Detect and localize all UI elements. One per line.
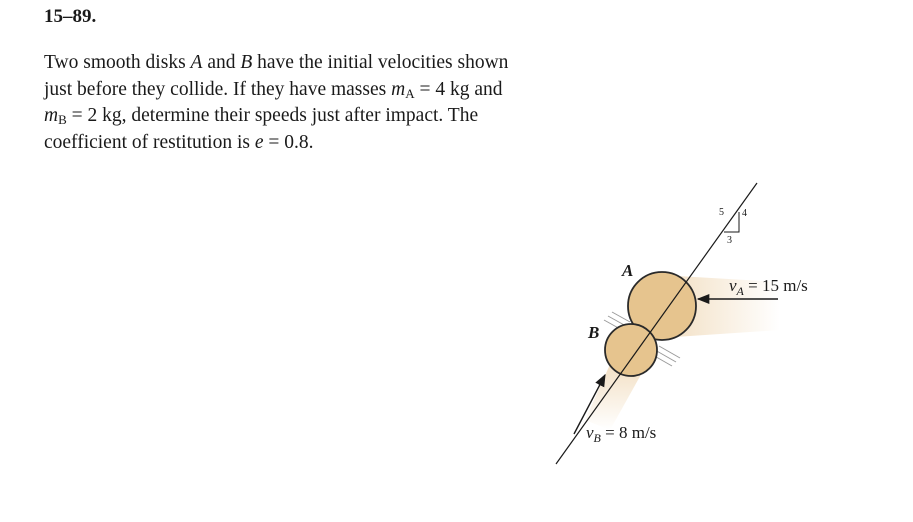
velocity-a-subscript: A: [736, 284, 744, 298]
text-run: and: [202, 52, 241, 73]
text-run: coefficient of restitution is: [44, 131, 255, 153]
mass-b-symbol: m: [44, 105, 59, 126]
slope-hyp-label: 5: [719, 207, 724, 218]
slope-adj-label: 3: [727, 235, 732, 246]
text-run: = 2 kg, determine their speeds just after impact. The: [66, 105, 479, 126]
velocity-b-label: [586, 423, 656, 445]
velocity-a-value: = 15 m/s: [743, 276, 808, 295]
slope-opp-label: 4: [742, 208, 747, 219]
restitution-symbol: e: [254, 131, 264, 153]
mass-a-symbol: m: [391, 78, 406, 100]
disk-a-label: A: [622, 261, 634, 280]
mass-a-subscript: A: [405, 85, 415, 101]
disk-b: [605, 324, 657, 376]
velocity-b-value: = 8 m/s: [600, 423, 657, 442]
velocity-b-subscript: B: [593, 431, 601, 445]
text-run: Two smooth disks: [44, 52, 191, 73]
mass-b-subscript: B: [58, 112, 67, 127]
text-run: have the initial velocities shown: [252, 52, 509, 73]
velocity-a-label: [729, 276, 808, 298]
disk-b-label: B: [588, 323, 600, 342]
text-run: = 4 kg and: [414, 78, 503, 100]
velocity-a-symbol: v: [729, 276, 737, 295]
problem-number: 15–89.: [44, 6, 97, 27]
slope-triangle: [724, 212, 739, 232]
text-run: = 0.8.: [263, 131, 314, 153]
disk-a-ref: A: [190, 52, 203, 73]
disk-b-ref: B: [240, 52, 253, 73]
velocity-b-symbol: v: [586, 423, 594, 442]
text-run: just before they collide. If they have masses: [44, 78, 392, 100]
